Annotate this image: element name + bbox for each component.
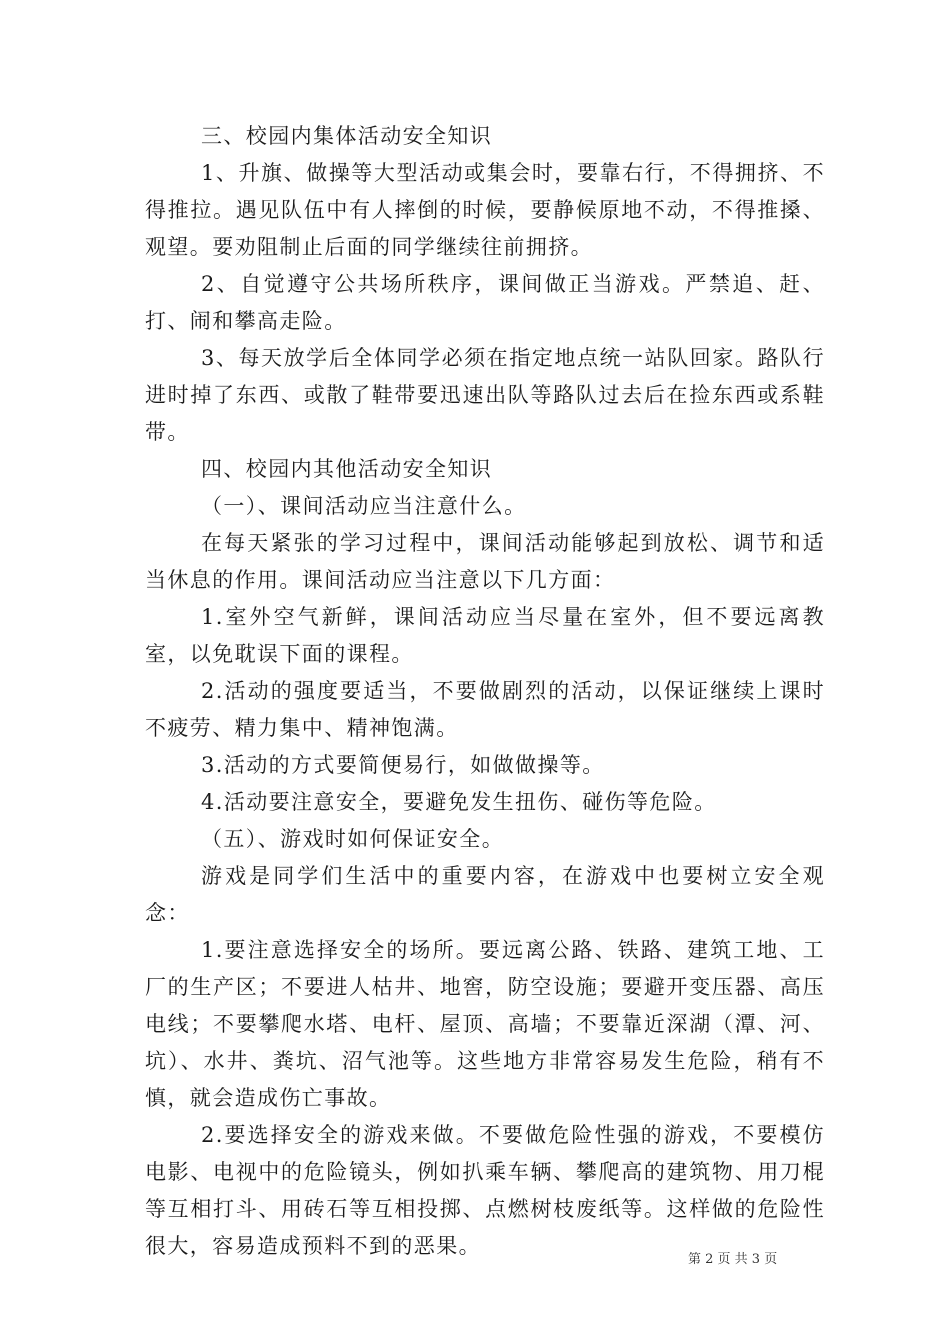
subsection-heading-5: （五）、游戏时如何保证安全。 [201, 827, 505, 851]
paragraph: 游戏是同学们生活中的重要内容，在游戏中也要树立安全观念： [145, 864, 825, 925]
list-item: 1.要注意选择安全的场所。要远离公路、铁路、建筑工地、工厂的生产区；不要进人枯井、地窖，防空设施；要避开变压器、高压电线；不要攀爬水塔、电杆、屋顶、高墙；不要靠近深湖（潭、河、坑）、水井、粪坑、沼气池等。这些地方非常容易发生危险，稍有不慎，就会造成伤亡事故。 [145, 938, 825, 1110]
subsection-heading-1: （一）、课间活动应当注意什么。 [201, 494, 527, 518]
section-heading-4: 四、校园内其他活动安全知识 [201, 457, 493, 481]
list-item: 3.活动的方式要简便易行，如做做操等。 [201, 753, 605, 777]
paragraph: 3、每天放学后全体同学必须在指定地点统一站队回家。路队行进时掉了东西、或散了鞋带要迅速出队等路队过去后在捡东西或系鞋带。 [145, 346, 825, 444]
document-body [145, 118, 825, 1265]
paragraph: 1、升旗、做操等大型活动或集会时，要靠右行，不得拥挤、不得推拉。遇见队伍中有人摔倒的时候，要静候原地不动，不得推搡、观望。要劝阻制止后面的同学继续往前拥挤。 [145, 161, 825, 259]
paragraph: 2、自觉遵守公共场所秩序，课间做正当游戏。严禁追、赶、打、闹和攀高走险。 [145, 272, 825, 333]
page-number: 第 2 页 共 3 页 [688, 1252, 778, 1267]
list-item: 4.活动要注意安全，要避免发生扭伤、碰伤等危险。 [201, 790, 717, 814]
list-item: 2.要选择安全的游戏来做。不要做危险性强的游戏，不要模仿电影、电视中的危险镜头，例如扒乘车辆、攀爬高的建筑物、用刀棍等互相打斗、用砖石等互相投掷、点燃树枝废纸等。这样做的危险性很大，容易造成预料不到的恶果。 [145, 1123, 825, 1258]
section-heading-3: 三、校园内集体活动安全知识 [201, 124, 493, 148]
list-item: 2.活动的强度要适当，不要做剧烈的活动，以保证继续上课时不疲劳、精力集中、精神饱满。 [145, 679, 825, 740]
list-item: 1.室外空气新鲜，课间活动应当尽量在室外，但不要远离教室，以免耽误下面的课程。 [145, 605, 825, 666]
paragraph: 在每天紧张的学习过程中，课间活动能够起到放松、调节和适当休息的作用。课间活动应当注意以下几方面： [145, 531, 825, 592]
